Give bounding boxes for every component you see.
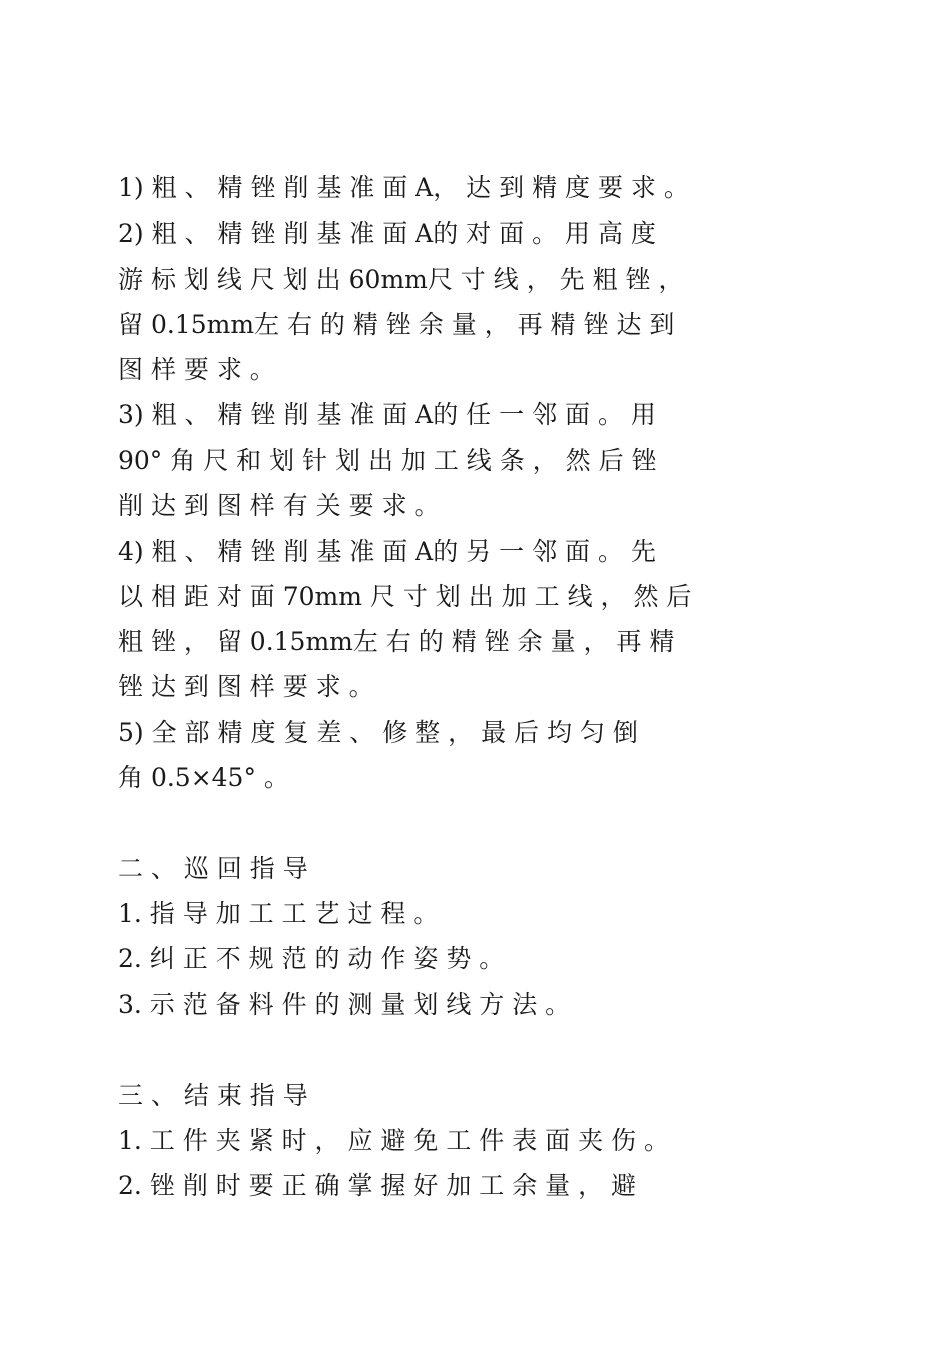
step-3-line-1: 3) 粗 、 精 锉 削 基 准 面 A的 任 一 邻 面 。 用 bbox=[118, 400, 656, 429]
step-2-line-4: 图 样 要 求 。 bbox=[118, 355, 275, 384]
step-2-line-1: 2) 粗 、 精 锉 削 基 准 面 A的 对 面 。 用 高 度 bbox=[118, 219, 656, 248]
step-2-line-3: 留 0.15mm左 右 的 精 锉 余 量 ， 再 精 锉 达 到 bbox=[118, 310, 675, 339]
section-heading-patrol-guidance: 二 、 巡 回 指 导 bbox=[118, 854, 308, 883]
section-heading-final-guidance: 三 、 结 束 指 导 bbox=[118, 1081, 308, 1110]
step-3-line-2: 90° 角 尺 和 划 针 划 出 加 工 线 条 ， 然 后 锉 bbox=[118, 446, 657, 475]
step-2-line-2: 游 标 划 线 尺 划 出 60mm尺 寸 线 ， 先 粗 锉 ， bbox=[118, 265, 684, 294]
step-4-line-2: 以 相 距 对 面 70mm 尺 寸 划 出 加 工 线 ， 然 后 bbox=[118, 582, 692, 611]
final-item-1: 1. 工 件 夹 紧 时 ， 应 避 免 工 件 表 面 夹 伤 。 bbox=[118, 1126, 670, 1155]
step-5-line-1: 5) 全 部 精 度 复 差 、 修 整 ， 最 后 均 匀 倒 bbox=[118, 718, 638, 747]
step-4-line-4: 锉 达 到 图 样 要 求 。 bbox=[118, 672, 374, 701]
step-3-line-3: 削 达 到 图 样 有 关 要 求 。 bbox=[118, 491, 440, 520]
patrol-item-3: 3. 示 范 备 料 件 的 测 量 划 线 方 法 。 bbox=[118, 990, 571, 1019]
patrol-item-1: 1. 指 导 加 工 工 艺 过 程 。 bbox=[118, 899, 439, 928]
step-5-line-2: 角 0.5×45° 。 bbox=[118, 763, 289, 792]
step-4-line-3: 粗 锉 ， 留 0.15mm左 右 的 精 锉 余 量 ， 再 精 bbox=[118, 627, 675, 656]
step-1-line-1: 1) 粗 、 精 锉 削 基 准 面 A， 达 到 精 度 要 求 。 bbox=[118, 173, 689, 202]
final-item-2: 2. 锉 削 时 要 正 确 掌 握 好 加 工 余 量 ， 避 bbox=[118, 1171, 637, 1200]
patrol-item-2: 2. 纠 正 不 规 范 的 动 作 姿 势 。 bbox=[118, 944, 505, 973]
step-4-line-1: 4) 粗 、 精 锉 削 基 准 面 A的 另 一 邻 面 。 先 bbox=[118, 537, 656, 566]
